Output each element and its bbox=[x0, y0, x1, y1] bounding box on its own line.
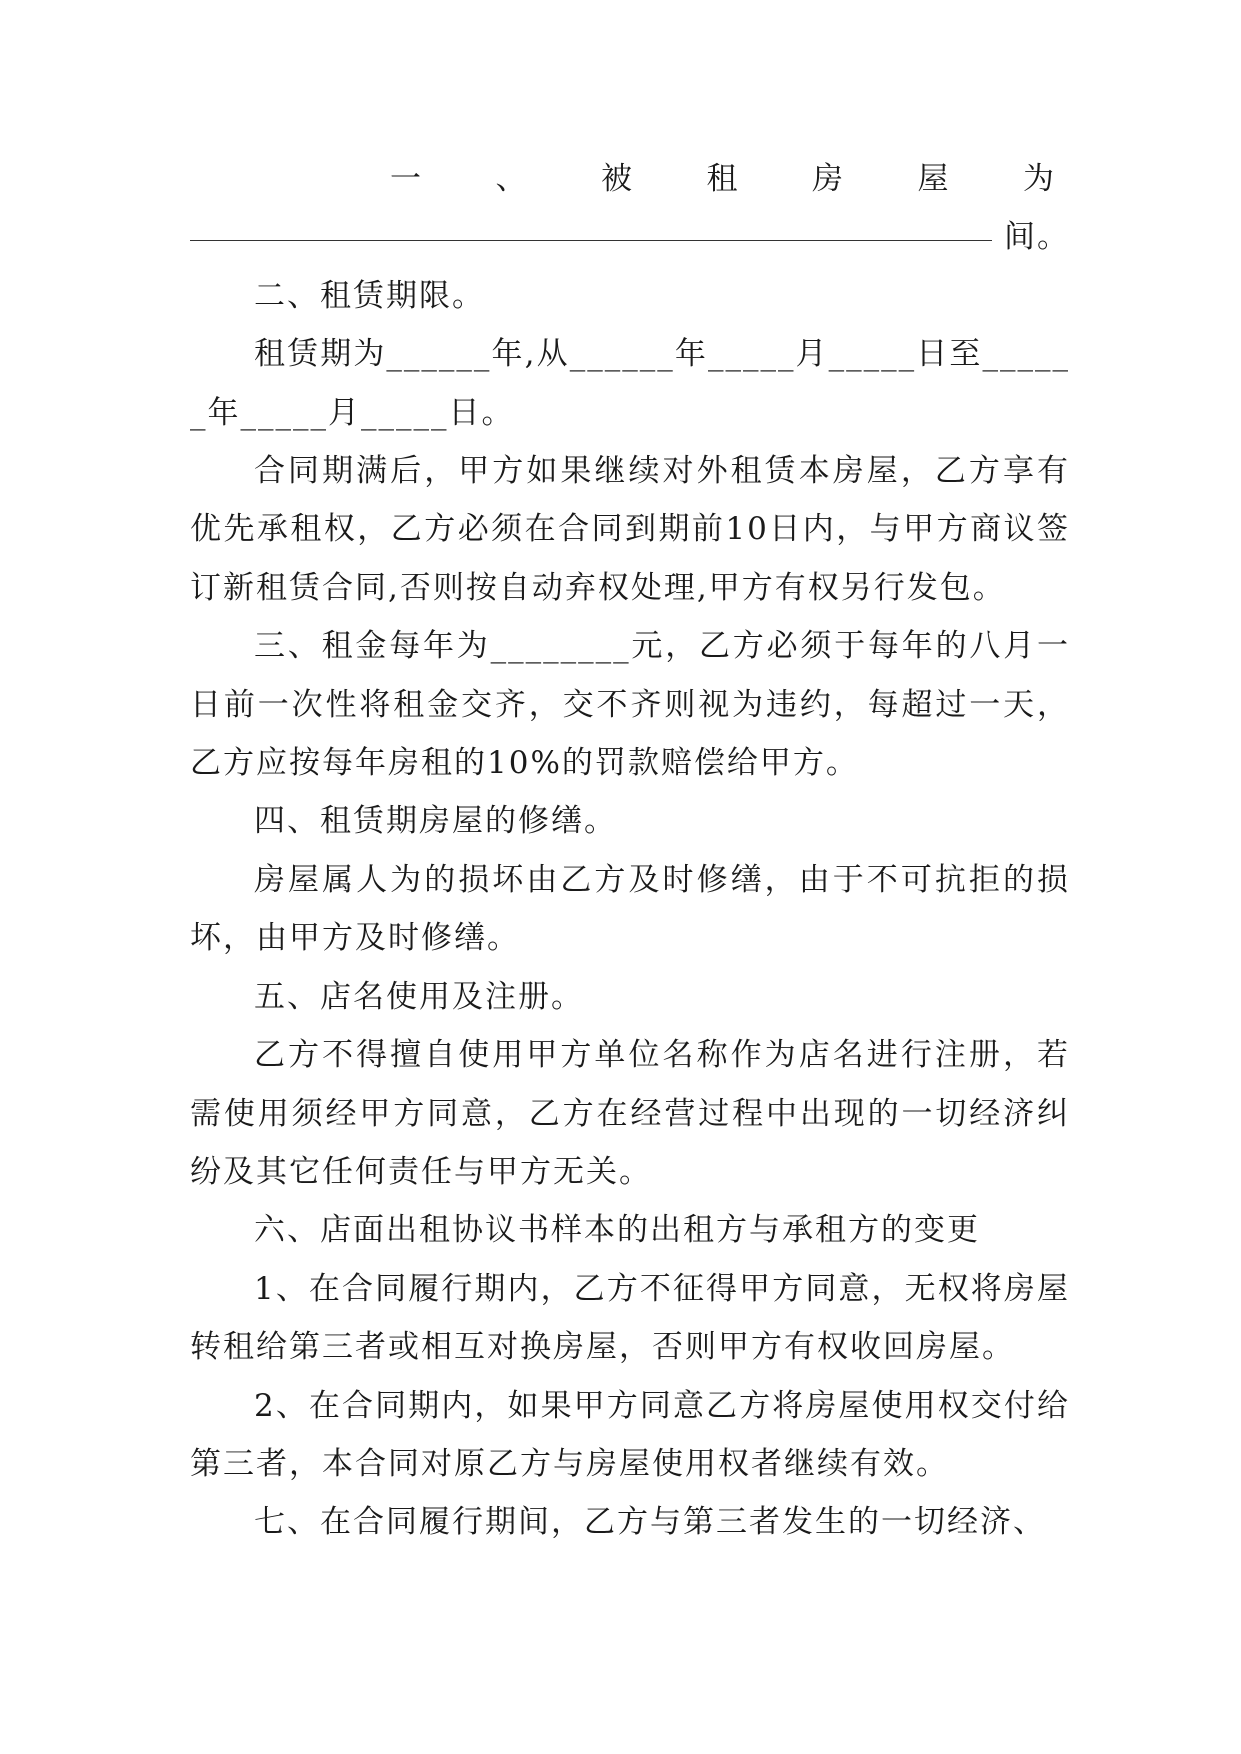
heading-char: 房 bbox=[812, 161, 845, 197]
paragraph: 五、店名使用及注册。 bbox=[254, 978, 584, 1015]
paragraph: 租赁期为______年,从______年_____月_____日至______年_____月_____日。 bbox=[190, 336, 1070, 431]
paragraph: 二、租赁期限。 bbox=[254, 277, 485, 314]
document-body bbox=[190, 150, 1070, 1552]
paragraph: 合同期满后，甲方如果继续对外租赁本房屋，乙方享有优先承租权，乙方必须在合同到期前10日内，与甲方商议签订新租赁合同,否则按自动弃权处理,甲方有权另行发包。 bbox=[190, 453, 1070, 606]
heading-char: 屋 bbox=[917, 161, 951, 197]
paragraph: 三、租金每年为________元，乙方必须于每年的八月一日前一次性将租金交齐，交不齐则视为违约，每超过一天，乙方应按每年房租的10%的罚款赔偿给甲方。 bbox=[190, 628, 1070, 782]
heading-char: 、 bbox=[495, 161, 529, 197]
clause-1-heading bbox=[190, 150, 1070, 208]
fill-in-blank bbox=[190, 239, 992, 241]
heading-char: 被 bbox=[601, 161, 634, 197]
paragraph: 七、在合同履行期间，乙方与第三者发生的一切经济、 bbox=[254, 1504, 1046, 1541]
paragraph: 四、租赁期房屋的修缮。 bbox=[254, 803, 617, 840]
paragraph: 房屋属人为的损坏由乙方及时修缮，由于不可抗拒的损坏，由甲方及时修缮。 bbox=[190, 861, 1070, 957]
heading-char: 为 bbox=[1023, 161, 1056, 197]
paragraph: 1、在合同履行期内，乙方不征得甲方同意，无权将房屋转租给第三者或相互对换房屋，否则甲方有权收回房屋。 bbox=[190, 1270, 1070, 1366]
heading-char: 一 bbox=[390, 161, 423, 197]
room-count-line bbox=[190, 208, 1070, 266]
heading-char: 租 bbox=[706, 161, 740, 197]
paragraph: 2、在合同期内，如果甲方同意乙方将房屋使用权交付给第三者，本合同对原乙方与房屋使用权者继续有效。 bbox=[190, 1387, 1070, 1482]
room-line-end: 间。 bbox=[1004, 219, 1070, 256]
paragraph: 乙方不得擅自使用甲方单位名称作为店名进行注册，若需使用须经甲方同意，乙方在经营过程中出现的一切经济纠纷及其它任何责任与甲方无关。 bbox=[190, 1037, 1070, 1190]
paragraph: 六、店面出租协议书样本的出租方与承租方的变更 bbox=[254, 1212, 980, 1249]
